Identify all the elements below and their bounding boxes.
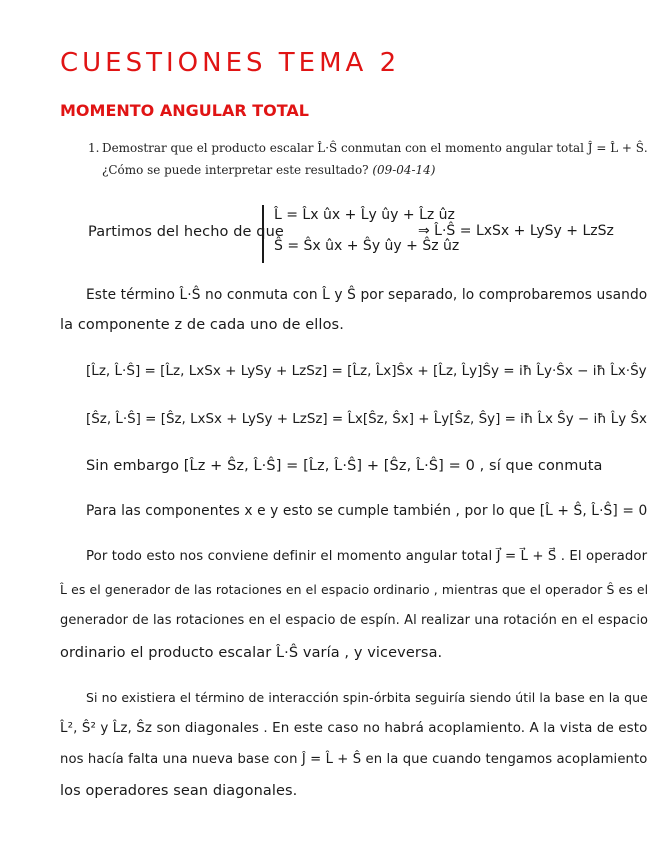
commutator-Lz: [L̂z, L̂·Ŝ] = [L̂z, LxSx + LySy + LzSz] = [L̂z, L̂x]Ŝx + [L̂z, L̂y]Ŝy = iħ L̂y·Ŝx − iħ L̂x·Ŝy <box>86 363 647 379</box>
question-text-1: Demostrar que el producto escalar L̂·Ŝ conmutan con el momento angular total Ĵ = L̂ + Ŝ. <box>102 141 648 155</box>
paragraph-2-line-1: Por todo esto nos conviene definir el momento angular total J⃗ = L⃗ + S⃗ . El operador <box>86 549 648 564</box>
section-heading: MOMENTO ANGULAR TOTAL <box>60 101 309 120</box>
equation-L-components: L̂ = L̂x ûx + L̂y ûy + L̂z ûz <box>274 207 455 223</box>
commutator-xy-components: Para las componentes x e y esto se cumple también , por lo que [L̂ + Ŝ, L̂·Ŝ] = 0 <box>86 503 648 519</box>
commutator-sum-z: Sin embargo [L̂z + Ŝz, L̂·Ŝ] = [L̂z, L̂·Ŝ] + [Ŝz, L̂·Ŝ] = 0 , sí que conmuta <box>86 458 603 474</box>
system-brace <box>262 205 272 263</box>
paragraph-1-line-2: la componente z de cada uno de ellos. <box>60 317 344 333</box>
paragraph-3-line-4: los operadores sean diagonales. <box>60 783 298 799</box>
question-statement <box>88 137 648 181</box>
paragraph-2-line-2: L̂ es el generador de las rotaciones en el espacio ordinario , mientras que el operador Ŝ es el <box>60 582 649 597</box>
question-number: 1. <box>88 141 100 155</box>
equation-S-components: Ŝ = Ŝx ûx + Ŝy ûy + Ŝz ûz <box>274 238 460 254</box>
question-line-1 <box>88 137 648 159</box>
question-line-2 <box>88 159 648 181</box>
commutator-Sz: [Ŝz, L̂·Ŝ] = [Ŝz, LxSx + LySy + LzSz] = L̂x[Ŝz, Ŝx] + L̂y[Ŝz, Ŝy] = iħ L̂x Ŝy − iħ L̂y Ŝx <box>86 412 647 427</box>
paragraph-3-line-2: L̂², Ŝ² y L̂z, Ŝz son diagonales . En este caso no habrá acoplamiento. A la vista de esto <box>60 721 648 736</box>
paragraph-2-line-3: generador de las rotaciones en el espacio de espín. Al realizar una rotación en el espacio <box>60 613 649 628</box>
page-title: CUESTIONES TEMA 2 <box>60 48 401 78</box>
question-text-2: ¿Cómo se puede interpretar este resultado? <box>102 163 369 177</box>
partimos-intro: Partimos del hecho de que <box>88 224 284 240</box>
paragraph-3-line-3: nos hacía falta una nueva base con Ĵ = L̂ + Ŝ en la que cuando tengamos acoplamiento <box>60 752 648 767</box>
paragraph-3-line-1: Si no existiera el término de interacción spin-órbita seguiría siendo útil la base en la que <box>86 690 648 705</box>
question-reference: (09-04-14) <box>372 163 436 177</box>
paragraph-2-line-4: ordinario el producto escalar L̂·Ŝ varía , y viceversa. <box>60 645 443 661</box>
equation-dot-product: ⇒ L̂·Ŝ = LxSx + LySy + LzSz <box>418 223 614 239</box>
paragraph-1-line-1: Este término L̂·Ŝ no conmuta con L̂ y Ŝ por separado, lo comprobaremos usando <box>86 287 648 303</box>
